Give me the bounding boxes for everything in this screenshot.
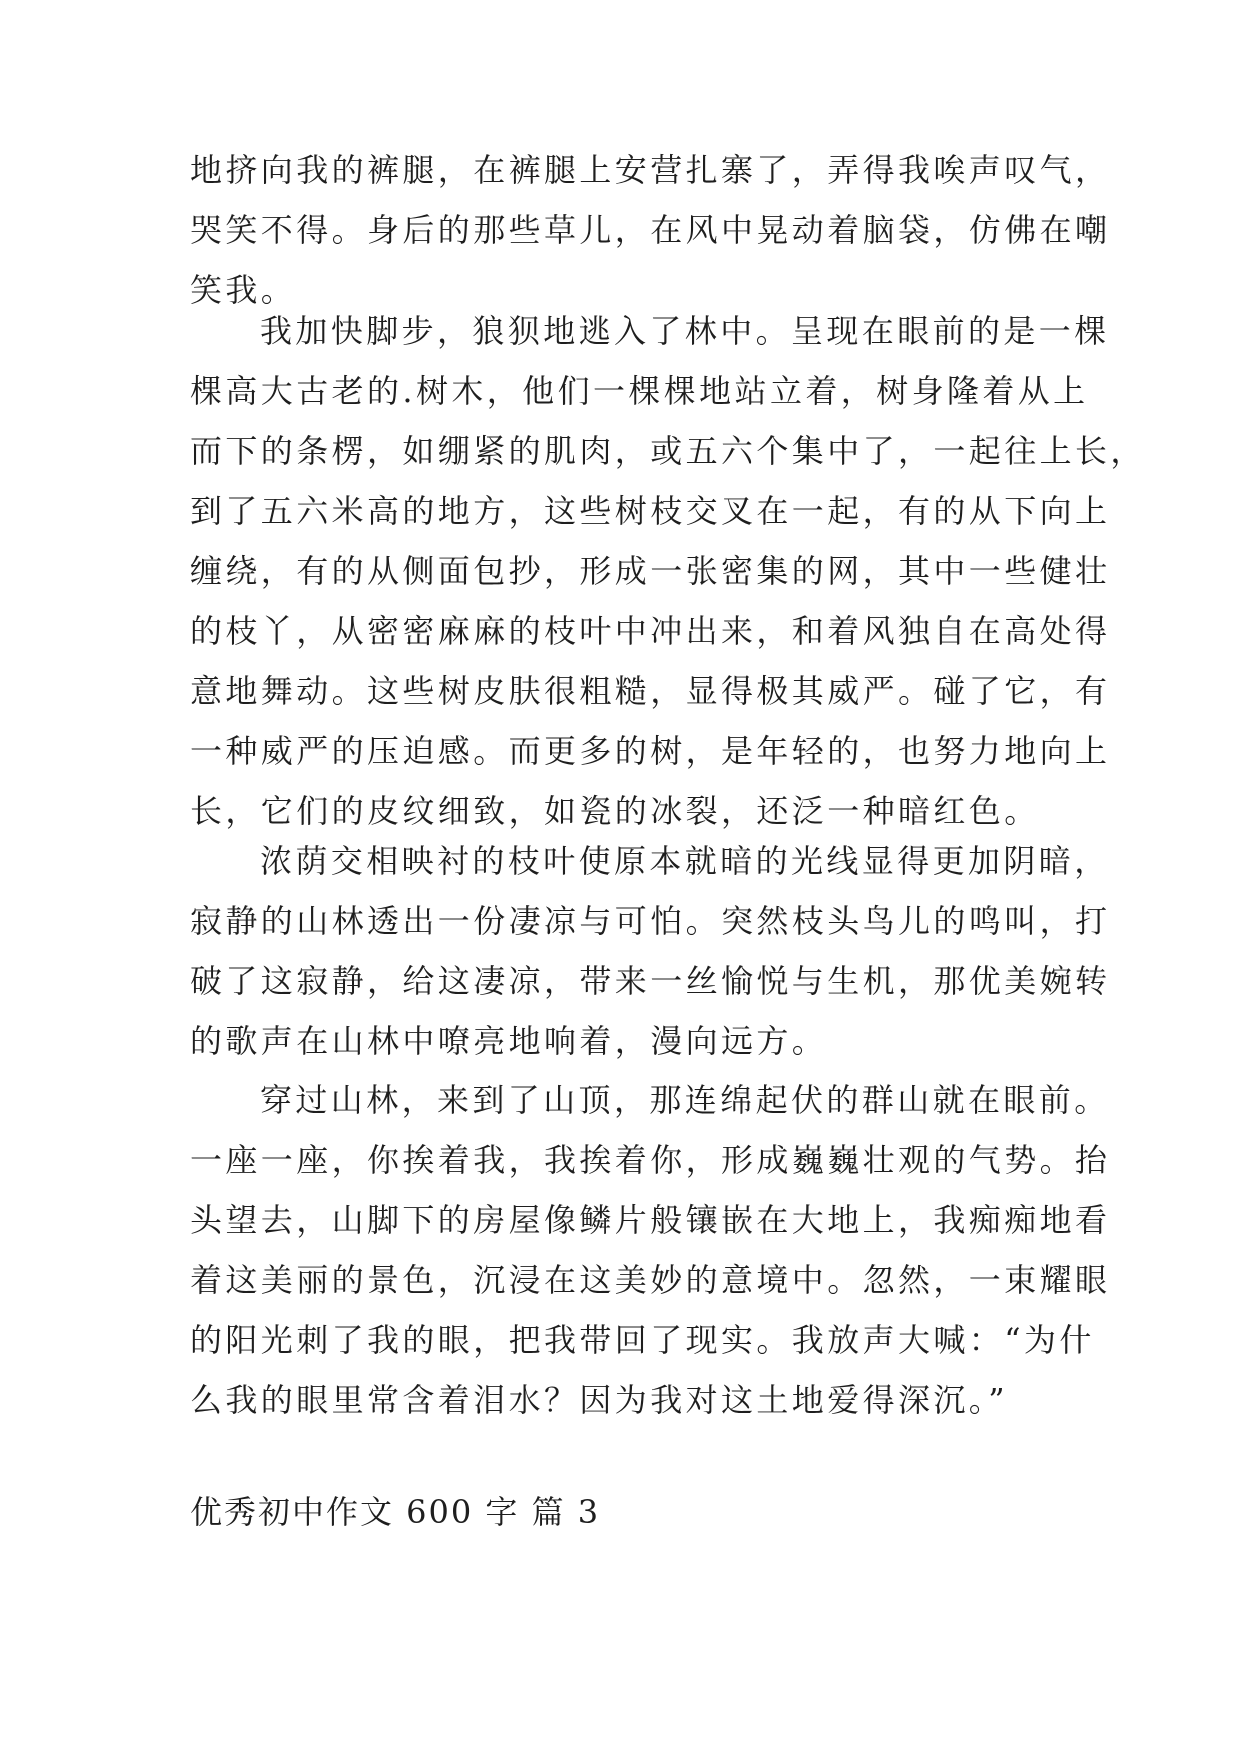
paragraph-shade [190,831,1111,1071]
text-line: 地挤向我的裤腿，在裤腿上安营扎寨了，弄得我唉声叹气， [190,151,1111,189]
text-line: 的阳光刺了我的眼，把我带回了现实。我放声大喊：“为什 [190,1321,1095,1359]
text-line: 缠绕，有的从侧面包抄，形成一张密集的网，其中一些健壮 [190,552,1111,590]
text-line: 穿过山林，来到了山顶，那连绵起伏的群山就在眼前。 [260,1081,1110,1119]
text-line: 长，它们的皮纹细致，如瓷的冰裂，还泛一种暗红色。 [190,792,1040,830]
text-line: 笑我。 [190,271,297,309]
text-line: 棵高大古老的.树木，他们一棵棵地站立着，树身隆着从上 [190,372,1089,410]
text-line: 哭笑不得。身后的那些草儿，在风中晃动着脑袋，仿佛在嘲 [190,211,1111,249]
section-heading: 优秀初中作文 600 字 篇 3 [190,1493,601,1531]
text-line: 意地舞动。这些树皮肤很粗糙，显得极其威严。碰了它，有 [190,672,1111,710]
text-line: 到了五六米高的地方，这些树枝交叉在一起，有的从下向上 [190,492,1111,530]
text-line: 头望去，山脚下的房屋像鳞片般镶嵌在大地上，我痴痴地看 [190,1201,1111,1239]
text-line: 的歌声在山林中嘹亮地响着，漫向远方。 [190,1022,828,1060]
paragraph-forest [190,301,1146,841]
paragraph-summit [190,1070,1111,1430]
text-line: 的枝丫，从密密麻麻的枝叶中冲出来，和着风独自在高处得 [190,612,1111,650]
text-line: 浓荫交相映衬的枝叶使原本就暗的光线显得更加阴暗， [260,842,1110,880]
text-line: 寂静的山林透出一份凄凉与可怕。突然枝头鸟儿的鸣叫，打 [190,902,1111,940]
text-line: 我加快脚步，狼狈地逃入了林中。呈现在眼前的是一棵 [260,312,1110,350]
text-line: 一种威严的压迫感。而更多的树，是年轻的，也努力地向上 [190,732,1111,770]
paragraph-continued [190,140,1111,320]
text-line: 而下的条楞，如绷紧的肌肉，或五六个集中了，一起往上长， [190,432,1146,470]
text-line: 着这美丽的景色，沉浸在这美妙的意境中。忽然，一束耀眼 [190,1261,1111,1299]
text-line: 一座一座，你挨着我，我挨着你，形成巍巍壮观的气势。抬 [190,1141,1111,1179]
text-line: 破了这寂静，给这凄凉，带来一丝愉悦与生机，那优美婉转 [190,962,1111,1000]
text-line: 么我的眼里常含着泪水？因为我对这土地爱得深沉。” [190,1381,1008,1419]
